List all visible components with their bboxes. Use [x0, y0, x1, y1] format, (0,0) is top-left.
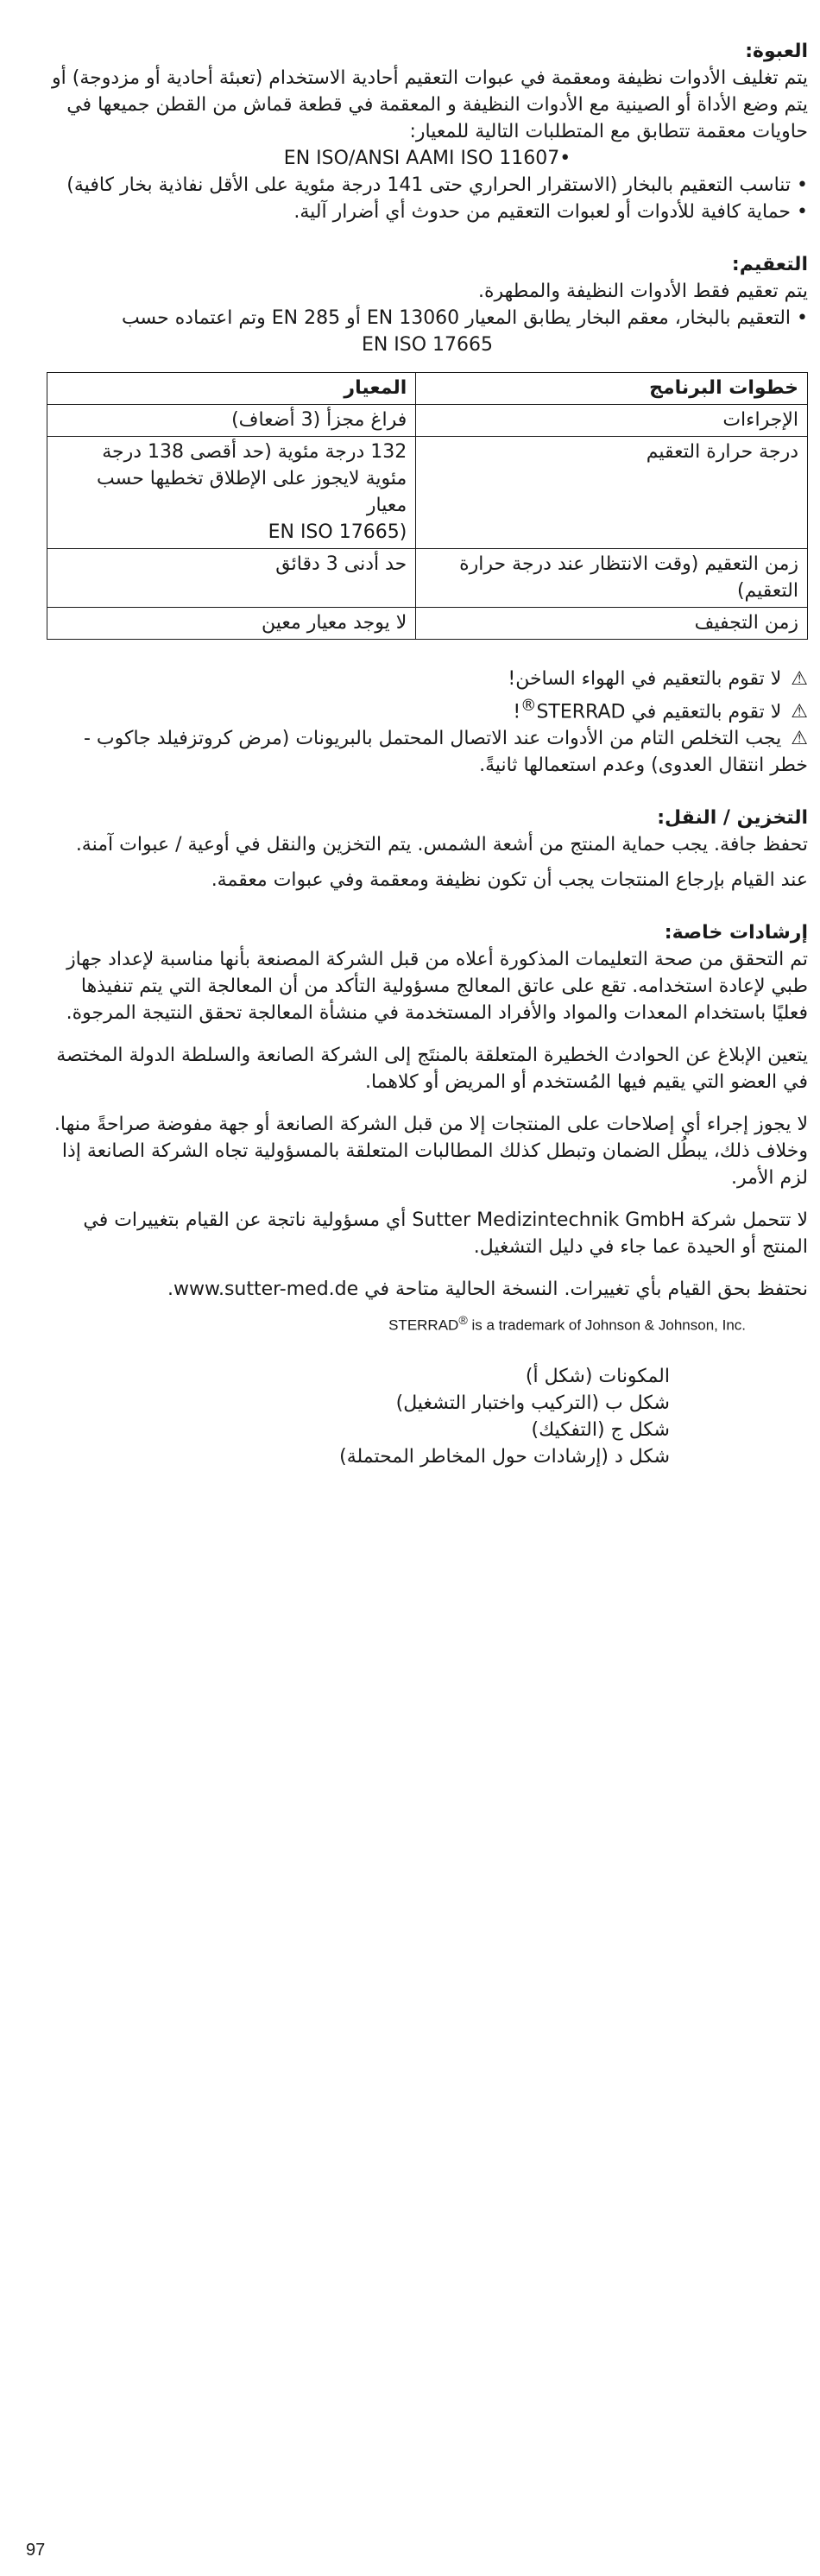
- registered-mark: ®: [458, 1314, 468, 1329]
- figure-list-item: شكل ج (التفكيك): [531, 1418, 670, 1441]
- warning-sterrad: [47, 692, 808, 725]
- table-cell-step: زمن التجفيف: [416, 608, 808, 640]
- table-header-row: [47, 373, 808, 405]
- warning-triangle-icon: ⚠: [791, 701, 808, 723]
- packaging-standard-line: EN ISO/ANSI AAMI ISO 11607•: [283, 148, 571, 169]
- section-title-packaging: العبوة:: [745, 41, 808, 62]
- section-title-special: إرشادات خاصة:: [664, 922, 808, 944]
- table-row: [47, 549, 808, 608]
- trademark-brand: STERRAD: [388, 1316, 459, 1334]
- table-cell-value-standard: (EN ISO 17665: [268, 521, 407, 543]
- table-cell-value: [47, 437, 416, 549]
- sterilization-program-table: [47, 372, 808, 640]
- figure-list-item: شكل ب (التركيب واختبار التشغيل): [395, 1392, 670, 1414]
- table-cell-value: لا يوجد معيار معين: [47, 608, 416, 640]
- special-paragraph-validation: تم التحقق من صحة التعليمات المذكورة أعلاه من قبل الشركة المصنعة بأنها مناسبة لإعداد جهاز طبي لإعادة استخدامه. تقع على عاتق المعالج مسؤولية التأكد من أن المعالجة التي يتم تنفيذها فعليًا باستخدام المعدات والمواد والأفراد المستخدمة في منشأة المعالجة تحقق النتيجة المرجوة.: [66, 949, 808, 1025]
- warning-text: لا تقوم بالتعقيم في الهواء الساخن!: [508, 668, 782, 690]
- document-page: [47, 38, 808, 1470]
- table-row: [47, 608, 808, 640]
- special-paragraph-incidents: يتعين الإبلاغ عن الحوادث الخطيرة المتعلقة بالمنتَج إلى الشركة الصانعة والسلطة الدولة المختصة في العضو التي يقيم فيها المُستخدم أو المريض أو كلاهما.: [56, 1045, 808, 1094]
- table-header-standard: المعيار: [47, 373, 416, 405]
- warning-triangle-icon: ⚠: [791, 668, 808, 690]
- warning-text: لا تقوم بالتعقيم في: [625, 701, 782, 723]
- figure-list-item: المكونات (شكل أ): [525, 1365, 670, 1387]
- sterilization-bullet-standard: EN ISO 17665: [361, 334, 494, 356]
- table-cell-value-text: 132 درجة مئوية (حد أقصى 138 درجة مئوية لايجوز على الإطلاق تخطيها حسب معيار: [96, 441, 407, 516]
- trademark-text: is a trademark of Johnson & Johnson, Inc.: [467, 1316, 746, 1334]
- warning-triangle-icon: ⚠: [791, 728, 808, 750]
- packaging-bullet-steam: • تناسب التعقيم بالبخار (الاستقرار الحراري حتى 141 درجة مئوية على الأقل نفاذية بخار كافية): [66, 174, 808, 196]
- warning-hot-air: [47, 666, 808, 692]
- sterilization-bullet: • التعقيم بالبخار، معقم البخار يطابق المعيار EN 13060 أو EN 285 وتم اعتماده حسب: [121, 307, 808, 329]
- section-title-sterilization: التعقيم:: [731, 254, 808, 275]
- table-cell-value: حد أدنى 3 دقائق: [47, 549, 416, 608]
- packaging-paragraph: يتم تغليف الأدوات نظيفة ومعقمة في عبوات التعقيم أحادية الاستخدام (تعبئة أحادية أو مزدوجة) أو يتم وضع الأداة أو الصينية مع الأدوات النظيفة و المعقمة في قطعة قماش من القطن جميعها في حاويات معقمة تتطابق مع المتطلبات التالية للمعيار:: [52, 67, 808, 142]
- storage-paragraph: تحفظ جافة. يجب حماية المنتج من أشعة الشمس. يتم التخزين والنقل في أوعية / عبوات آمنة.: [75, 834, 808, 856]
- storage-return-paragraph: عند القيام بإرجاع المنتجات يجب أن تكون نظيفة ومعقمة وفي عبوات معقمة.: [211, 869, 808, 892]
- table-row: [47, 405, 808, 437]
- warning-punct: !: [513, 701, 521, 723]
- sterilization-line: يتم تعقيم فقط الأدوات النظيفة والمطهرة.: [477, 281, 808, 302]
- table-cell-value: فراغ مجزأ (3 أضعاف): [47, 405, 416, 437]
- trademark-notice: [47, 1310, 746, 1337]
- special-paragraph-changes: نحتفظ بحق القيام بأي تغييرات. النسخة الحالية متاحة في www.sutter-med.de.: [167, 1279, 808, 1301]
- section-title-storage: التخزين / النقل:: [657, 807, 808, 830]
- brand-name: STERRAD: [536, 701, 626, 723]
- figure-list-item: شكل د (إرشادات حول المخاطر المحتملة): [339, 1445, 670, 1468]
- warning-prions: [47, 725, 808, 779]
- table-cell-step: زمن التعقيم (وقت الانتظار عند درجة حرارة التعقيم): [416, 549, 808, 608]
- table-row: [47, 437, 808, 549]
- table-header-steps: خطوات البرنامج: [416, 373, 808, 405]
- table-cell-step: الإجراءات: [416, 405, 808, 437]
- page-number: 97: [26, 2541, 46, 2560]
- warning-text: يجب التخلص التام من الأدوات عند الاتصال المحتمل بالبريونات (مرض كروتزفيلد جاكوب - خطر انتقال العدوى) وعدم استعمالها ثانيةً.: [83, 728, 808, 777]
- registered-mark: ®: [520, 697, 537, 715]
- special-paragraph-repairs: لا يجوز إجراء أي إصلاحات على المنتجات إلا من قبل الشركة الصانعة أو جهة مفوضة صراحةً منها. وخلاف ذلك، يبطُل الضمان وتبطل كذلك المطالبات المتعلقة بالمسؤولية تجاه الشركة الصانعة إذا لزم الأمر.: [54, 1114, 808, 1190]
- special-paragraph-liability: لا تتحمل شركة Sutter Medizintechnik GmbH أي مسؤولية ناتجة عن القيام بتغييرات في المنتج أو الحيدة عما جاء في دليل التشغيل.: [83, 1209, 808, 1259]
- table-cell-step: درجة حرارة التعقيم: [416, 437, 808, 549]
- figure-list: [47, 1363, 670, 1470]
- packaging-bullet-protection: • حماية كافية للأدوات أو لعبوات التعقيم من حدوث أي أضرار آلية.: [293, 201, 808, 223]
